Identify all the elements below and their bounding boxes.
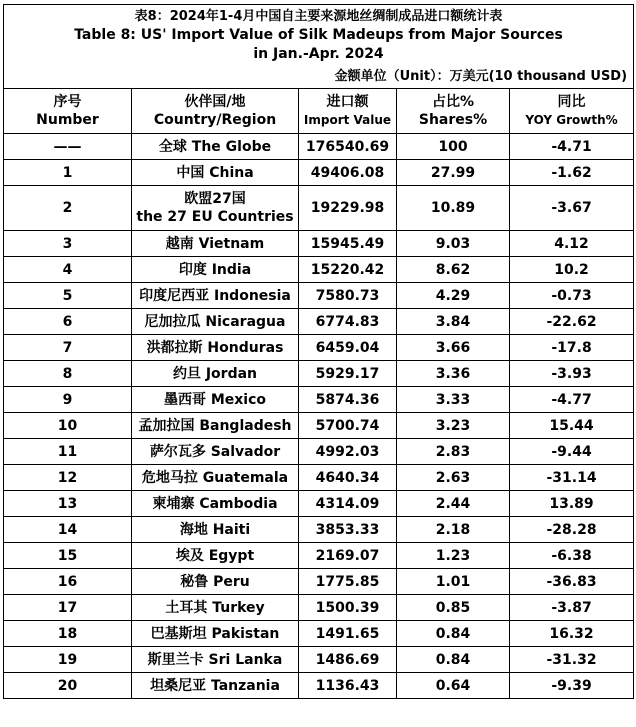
cell-import-value: 5929.17 (299, 361, 397, 387)
cell-country: 中国 China (132, 160, 299, 186)
cell-import-value: 4640.34 (299, 465, 397, 491)
cell-import-value: 49406.08 (299, 160, 397, 186)
cell-yoy-growth: -36.83 (510, 569, 634, 595)
cell-import-value: 4314.09 (299, 491, 397, 517)
cell-yoy-growth: -3.93 (510, 361, 634, 387)
cell-number: 16 (4, 569, 132, 595)
cell-country: 危地马拉 Guatemala (132, 465, 299, 491)
cell-number: 8 (4, 361, 132, 387)
cell-import-value: 2169.07 (299, 543, 397, 569)
cell-import-value: 4992.03 (299, 439, 397, 465)
cell-number: 18 (4, 621, 132, 647)
cell-share: 2.18 (397, 517, 510, 543)
header-country-zh: 伙伴国/地 (184, 94, 246, 110)
table-row (4, 647, 634, 673)
table-row (4, 186, 634, 231)
cell-share: 1.01 (397, 569, 510, 595)
title-english-line2: in Jan.-Apr. 2024 (253, 46, 384, 62)
cell-number: 12 (4, 465, 132, 491)
header-value-zh: 进口额 (326, 94, 369, 110)
cell-number: 7 (4, 335, 132, 361)
cell-yoy-growth: -3.87 (510, 595, 634, 621)
cell-import-value: 5874.36 (299, 387, 397, 413)
cell-number: 6 (4, 309, 132, 335)
header-number-zh: 序号 (53, 94, 82, 110)
cell-share: 3.36 (397, 361, 510, 387)
cell-yoy-growth: -28.28 (510, 517, 634, 543)
cell-yoy-growth: 15.44 (510, 413, 634, 439)
cell-country-line1: 欧盟27国 (184, 191, 246, 207)
cell-import-value: 1775.85 (299, 569, 397, 595)
cell-share: 0.64 (397, 673, 510, 699)
table-row (4, 439, 634, 465)
cell-yoy-growth: -0.73 (510, 283, 634, 309)
cell-import-value: 19229.98 (299, 186, 397, 231)
cell-number: 15 (4, 543, 132, 569)
cell-country: 秘鲁 Peru (132, 569, 299, 595)
cell-share: 3.66 (397, 335, 510, 361)
cell-country: 土耳其 Turkey (132, 595, 299, 621)
cell-yoy-growth: -9.39 (510, 673, 634, 699)
cell-country: 印度尼西亚 Indonesia (132, 283, 299, 309)
table-row (4, 465, 634, 491)
cell-share: 2.83 (397, 439, 510, 465)
cell-import-value: 176540.69 (299, 134, 397, 160)
table-row (4, 569, 634, 595)
cell-share: 9.03 (397, 231, 510, 257)
cell-number: 11 (4, 439, 132, 465)
cell-number: 17 (4, 595, 132, 621)
title-chinese: 表8：2024年1-4月中国自主要来源地丝绸制成品进口额统计表 (134, 9, 503, 24)
cell-share: 0.85 (397, 595, 510, 621)
table-row (4, 595, 634, 621)
table-title (4, 5, 634, 67)
cell-import-value: 7580.73 (299, 283, 397, 309)
cell-import-value: 15220.42 (299, 257, 397, 283)
header-share-en: Shares% (418, 112, 488, 128)
cell-number: 9 (4, 387, 132, 413)
table-row (4, 517, 634, 543)
cell-share: 8.62 (397, 257, 510, 283)
header-yoy-zh: 同比 (557, 94, 586, 110)
cell-share: 3.23 (397, 413, 510, 439)
table-row (4, 621, 634, 647)
cell-share: 3.33 (397, 387, 510, 413)
cell-share: 4.29 (397, 283, 510, 309)
cell-import-value: 3853.33 (299, 517, 397, 543)
cell-country: 约旦 Jordan (132, 361, 299, 387)
header-share (397, 89, 510, 134)
header-row (4, 89, 634, 134)
cell-country: 巴基斯坦 Pakistan (132, 621, 299, 647)
cell-import-value: 6459.04 (299, 335, 397, 361)
table-row (4, 673, 634, 699)
header-yoy-en: YOY Growth% (525, 113, 618, 127)
cell-country (132, 186, 299, 231)
cell-country: 斯里兰卡 Sri Lanka (132, 647, 299, 673)
cell-yoy-growth: -6.38 (510, 543, 634, 569)
cell-share: 2.44 (397, 491, 510, 517)
cell-number: 19 (4, 647, 132, 673)
cell-yoy-growth: -4.71 (510, 134, 634, 160)
header-country-en: Country/Region (153, 112, 277, 128)
cell-import-value: 6774.83 (299, 309, 397, 335)
cell-country: 洪都拉斯 Honduras (132, 335, 299, 361)
cell-import-value: 5700.74 (299, 413, 397, 439)
import-table-container (3, 4, 633, 699)
header-number (4, 89, 132, 134)
cell-yoy-growth: 10.2 (510, 257, 634, 283)
cell-country: 全球 The Globe (132, 134, 299, 160)
table-row (4, 160, 634, 186)
table-row (4, 361, 634, 387)
table-row (4, 134, 634, 160)
cell-yoy-growth: -9.44 (510, 439, 634, 465)
cell-country: 孟加拉国 Bangladesh (132, 413, 299, 439)
cell-yoy-growth: 16.32 (510, 621, 634, 647)
cell-number: 4 (4, 257, 132, 283)
cell-import-value: 1500.39 (299, 595, 397, 621)
table-row (4, 335, 634, 361)
cell-share: 10.89 (397, 186, 510, 231)
cell-country: 柬埔寨 Cambodia (132, 491, 299, 517)
table-row (4, 283, 634, 309)
cell-import-value: 1486.69 (299, 647, 397, 673)
cell-country: 海地 Haiti (132, 517, 299, 543)
cell-country: 墨西哥 Mexico (132, 387, 299, 413)
cell-import-value: 15945.49 (299, 231, 397, 257)
title-english-line1: Table 8: US' Import Value of Silk Madeups from Major Sources (74, 27, 563, 43)
cell-yoy-growth: -31.14 (510, 465, 634, 491)
table-row (4, 413, 634, 439)
header-value (299, 89, 397, 134)
cell-yoy-growth: 4.12 (510, 231, 634, 257)
cell-share: 2.63 (397, 465, 510, 491)
cell-yoy-growth: -4.77 (510, 387, 634, 413)
cell-number: 2 (4, 186, 132, 231)
cell-share: 1.23 (397, 543, 510, 569)
cell-number: 20 (4, 673, 132, 699)
cell-country: 越南 Vietnam (132, 231, 299, 257)
header-country (132, 89, 299, 134)
cell-country: 印度 India (132, 257, 299, 283)
cell-yoy-growth: -1.62 (510, 160, 634, 186)
cell-country: 尼加拉瓜 Nicaragua (132, 309, 299, 335)
cell-share: 0.84 (397, 621, 510, 647)
cell-country: 萨尔瓦多 Salvador (132, 439, 299, 465)
cell-import-value: 1136.43 (299, 673, 397, 699)
cell-share: 100 (397, 134, 510, 160)
table-row (4, 387, 634, 413)
import-value-table (3, 4, 634, 699)
cell-yoy-growth: 13.89 (510, 491, 634, 517)
table-row (4, 231, 634, 257)
cell-import-value: 1491.65 (299, 621, 397, 647)
cell-share: 3.84 (397, 309, 510, 335)
cell-number: 14 (4, 517, 132, 543)
table-row (4, 309, 634, 335)
header-share-zh: 占比% (431, 94, 475, 110)
table-row (4, 257, 634, 283)
table-row (4, 491, 634, 517)
cell-number: —— (4, 134, 132, 160)
header-number-en: Number (36, 112, 99, 128)
table-row (4, 543, 634, 569)
cell-number: 5 (4, 283, 132, 309)
unit-label: 金额单位（Unit）：万美元(10 thousand USD) (4, 66, 634, 89)
header-yoy (510, 89, 634, 134)
cell-share: 27.99 (397, 160, 510, 186)
cell-country: 埃及 Egypt (132, 543, 299, 569)
cell-number: 10 (4, 413, 132, 439)
cell-number: 1 (4, 160, 132, 186)
cell-country-line2: the 27 EU Countries (136, 209, 294, 225)
cell-yoy-growth: -31.32 (510, 647, 634, 673)
header-value-en: Import Value (303, 113, 392, 127)
cell-number: 3 (4, 231, 132, 257)
cell-yoy-growth: -17.8 (510, 335, 634, 361)
cell-number: 13 (4, 491, 132, 517)
cell-yoy-growth: -22.62 (510, 309, 634, 335)
cell-yoy-growth: -3.67 (510, 186, 634, 231)
cell-country: 坦桑尼亚 Tanzania (132, 673, 299, 699)
cell-share: 0.84 (397, 647, 510, 673)
